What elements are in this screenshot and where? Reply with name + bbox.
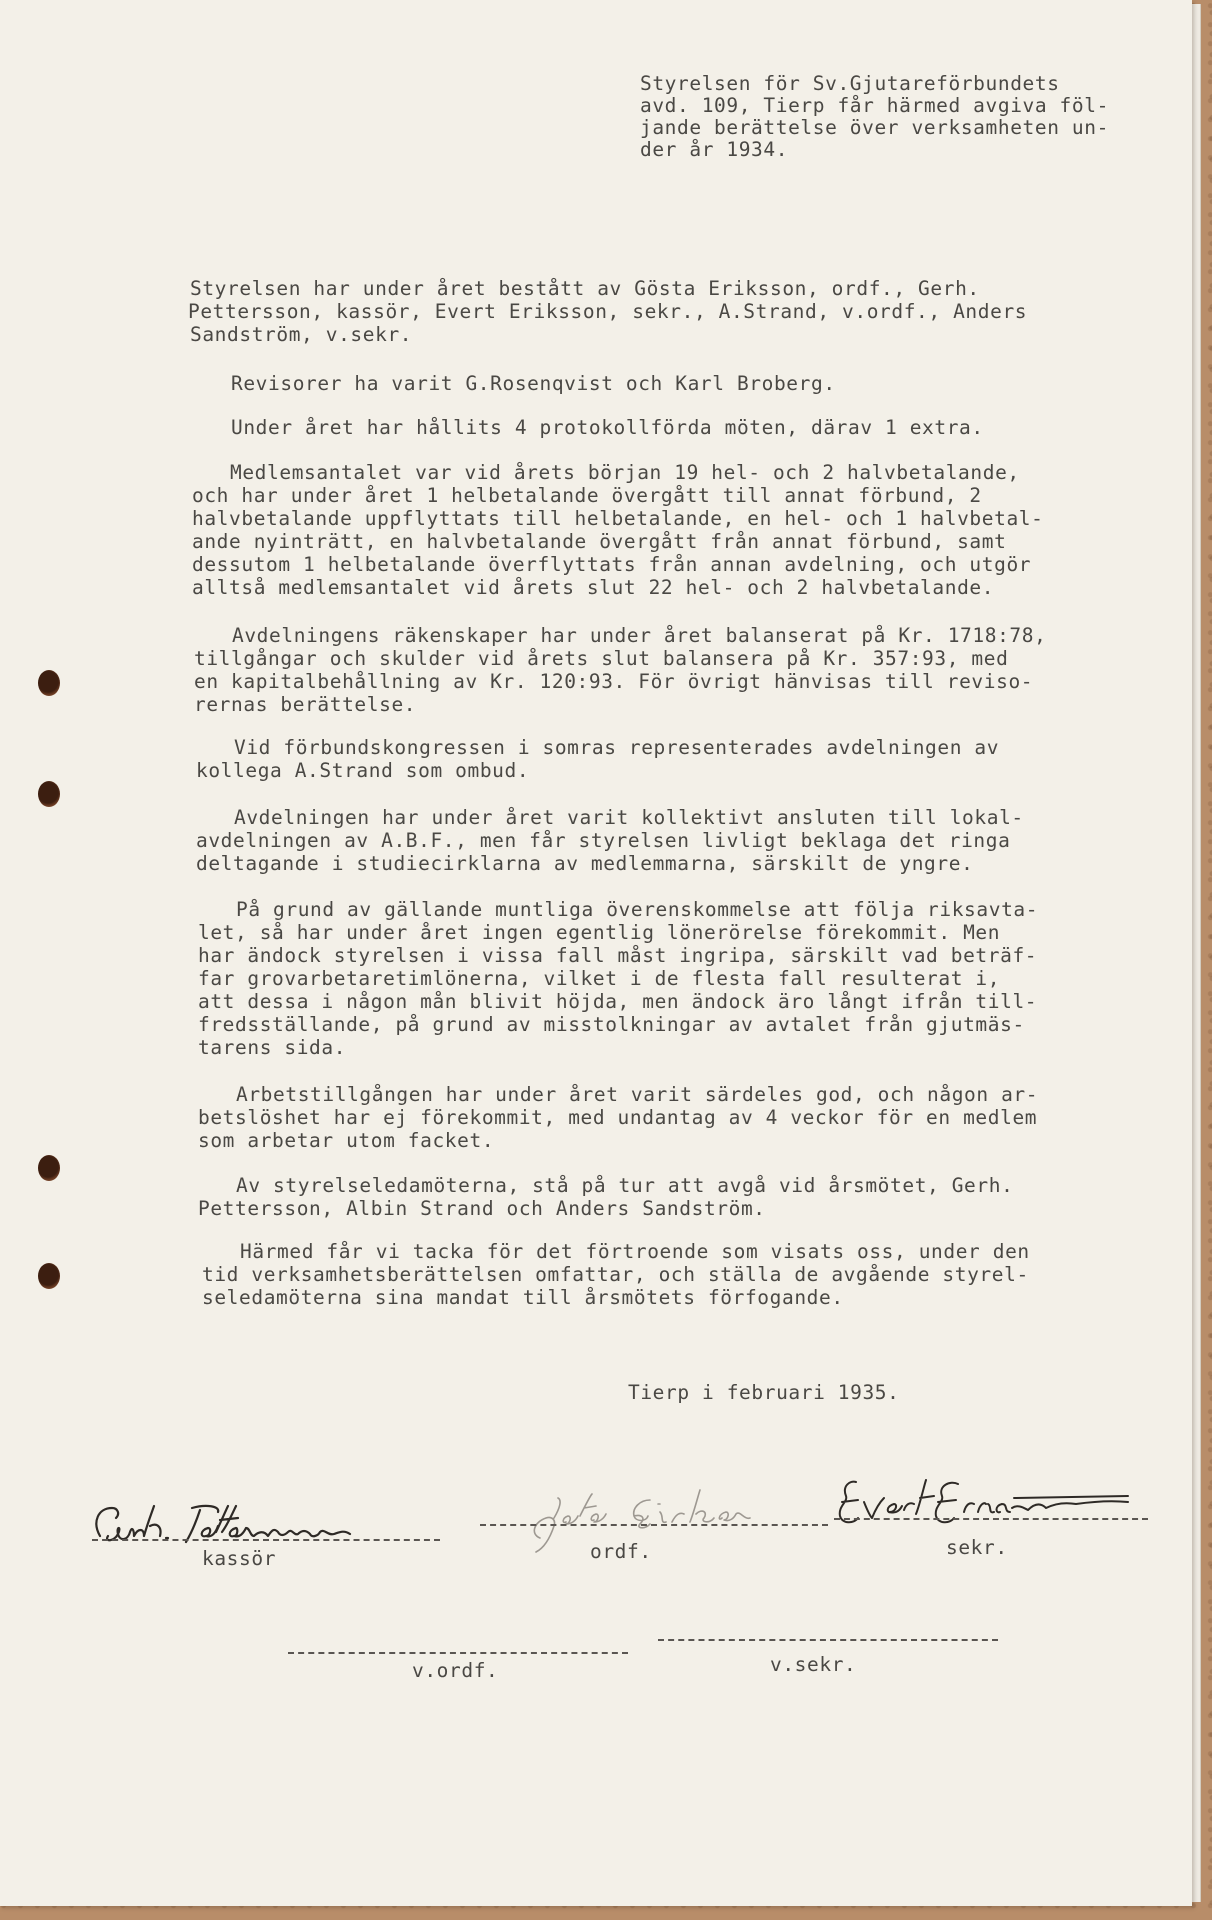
text-line: ande nyinträtt, en halvbetalande övergått från annat förbund, samt: [192, 530, 1007, 553]
text-line: Av styrelseledamöterna, stå på tur att avgå vid årsmötet, Gerh.: [236, 1174, 1014, 1197]
text-line: tid verksamhetsberättelsen omfattar, och ställa de avgående styrel-: [202, 1263, 1029, 1286]
text-line: alltså medlemsantalet vid årets slut 22 hel- och 2 halvbetalande.: [192, 576, 995, 599]
text-line: att dessa i någon mån blivit höjda, men ändock äro långt ifrån till-: [198, 990, 1038, 1013]
intro-line: Styrelsen för Sv.Gjutareförbundets: [640, 72, 1060, 95]
paragraph-closing: [202, 1240, 1162, 1309]
text-line: en kapitalbehållning av Kr. 120:93. För övrigt hänvisas till reviso-: [194, 670, 1034, 693]
text-line: Pettersson, kassör, Evert Eriksson, sekr., A.Strand, v.ordf., Anders: [188, 300, 1028, 323]
text-line: Sandström, v.sekr.: [190, 323, 413, 346]
intro-line: avd. 109, Tierp får härmed avgiva föl-: [640, 94, 1109, 117]
text-line: som arbetar utom facket.: [198, 1129, 495, 1152]
text-line: Avdelningen har under året varit kollektivt ansluten till lokal-: [234, 806, 1024, 829]
paragraph-election: [198, 1174, 1158, 1220]
text-line: har ändock styrelsen i vissa fall måst ingripa, särskilt vad beträf-: [198, 944, 1038, 967]
dateline: Tierp i februari 1935.: [628, 1381, 900, 1404]
text-line: dessutom 1 helbetalande överflyttats från annan avdelning, och utgör: [192, 553, 1032, 576]
signature-line-sekr: [834, 1518, 1148, 1520]
text-line: Medlemsantalet var vid årets början 19 hel- och 2 halvbetalande,: [230, 461, 1020, 484]
label-vsekr: v.sekr.: [770, 1653, 857, 1676]
text-line: och har under året 1 helbetalande övergått till annat förbund, 2: [192, 484, 982, 507]
paragraph-abf: [196, 806, 1156, 875]
text-line: Arbetstillgången har under året varit särdeles god, och någon ar-: [236, 1083, 1039, 1106]
signature-line-vsekr: [658, 1639, 998, 1641]
text-line: Under året har hållits 4 protokollförda möten, därav 1 extra.: [231, 416, 984, 439]
text-line: Revisorer ha varit G.Rosenqvist och Karl Broberg.: [231, 372, 836, 395]
text-line: let, så har under året ingen egentlig lönerörelse förekommit. Men: [198, 921, 1001, 944]
paragraph-accounts: [194, 624, 1154, 716]
paragraph-congress: [196, 736, 1156, 782]
text-line: rernas berättelse.: [194, 693, 417, 716]
text-line: fredsställande, på grund av misstolkningar av avtalet från gjutmäs-: [198, 1013, 1025, 1036]
signature-line-vordf: [288, 1652, 628, 1654]
label-vordf: v.ordf.: [412, 1659, 499, 1682]
text-line: Härmed får vi tacka för det förtroende som visats oss, under den: [240, 1240, 1030, 1263]
label-ordf: ordf.: [590, 1540, 652, 1563]
text-line: På grund av gällande muntliga överenskommelse att följa riksavta-: [236, 898, 1039, 921]
text-line: far grovarbetaretimlönerna, vilket i de flesta fall resulterat i,: [198, 967, 1001, 990]
paragraph-auditors: [231, 372, 1191, 395]
paragraph-wages: [198, 898, 1158, 1059]
text-line: seledamöterna sina mandat till årsmötets förfogande.: [202, 1286, 844, 1309]
signature-sekr: [828, 1468, 1148, 1542]
label-kassor: kassör: [202, 1547, 277, 1570]
text-line: avdelningen av A.B.F., men får styrelsen livligt beklaga det ringa: [196, 829, 1011, 852]
text-line: Pettersson, Albin Strand och Anders Sandström.: [198, 1197, 766, 1220]
text-line: tillgångar och skulder vid årets slut balansera på Kr. 357:93, med: [194, 647, 1009, 670]
text-line: deltagande i studiecirklarna av medlemmarna, särskilt de yngre.: [196, 852, 974, 875]
paragraph-membership: [192, 461, 1152, 599]
text-line: Avdelningens räkenskaper har under året balanserat på Kr. 1718:78,: [232, 624, 1047, 647]
intro-heading: [640, 73, 1212, 161]
paragraph-meetings: [231, 416, 1191, 439]
punch-hole: [38, 1263, 60, 1289]
signature-ordf: [500, 1478, 840, 1562]
punch-hole: [38, 670, 60, 696]
signature-line-ordf: [480, 1524, 828, 1526]
punch-hole: [38, 1155, 60, 1181]
text-line: Vid förbundskongressen i somras representerades avdelningen av: [234, 736, 1000, 759]
signature-line-kassor: [92, 1539, 440, 1541]
text-line: tarens sida.: [198, 1036, 347, 1059]
label-sekr: sekr.: [946, 1536, 1008, 1559]
intro-line: der år 1934.: [640, 138, 789, 161]
paragraph-board-members: [190, 277, 1150, 346]
text-line: Styrelsen har under året bestått av Gösta Eriksson, ordf., Gerh.: [190, 277, 980, 300]
paragraph-employment: [198, 1083, 1158, 1152]
text-line: kollega A.Strand som ombud.: [196, 759, 530, 782]
text-line: halvbetalande uppflyttats till helbetalande, en hel- och 1 halvbetal-: [192, 507, 1044, 530]
text-line: betslöshet har ej förekommit, med undantag av 4 veckor för en medlem: [198, 1106, 1038, 1129]
punch-hole: [38, 781, 60, 807]
intro-line: jande berättelse över verksamheten un-: [640, 116, 1109, 139]
